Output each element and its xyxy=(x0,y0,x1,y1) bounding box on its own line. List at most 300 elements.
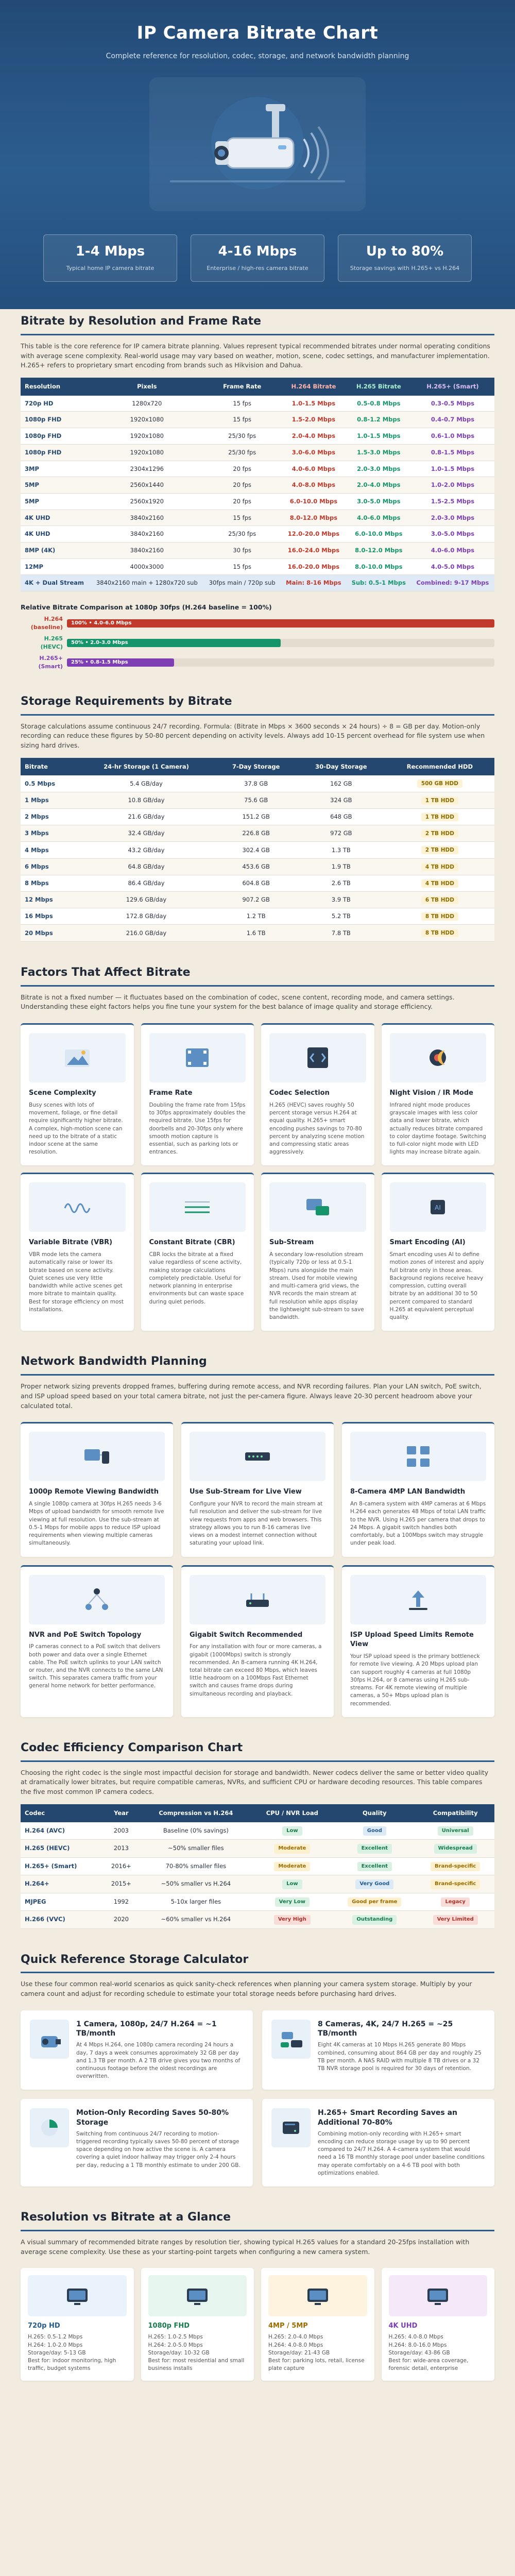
column-header: 30-Day Storage xyxy=(297,758,385,776)
card-text: A single 1080p camera at 30fps H.265 needs 3-6 Mbps of upload bandwidth for smooth remote live viewing at full resolution. Use the sub-stream at 0.5-1 Mbps for mobile apps to reduce ISP upload requirements when viewing multiple cameras simultaneously. xyxy=(29,1501,164,1547)
router-icon xyxy=(190,1575,325,1624)
table-cell: 15 fps xyxy=(203,558,281,575)
column-header: 24-hr Storage (1 Camera) xyxy=(77,758,215,776)
section-description: Bitrate is not a fixed number — it fluctuates based on the combination of codec, scene content, recording mode, and camera settings. Understanding these eight factors helps you fine tune your system for the best balance of image quality and storage efficiency. xyxy=(21,993,455,1011)
table-cell: 20 fps xyxy=(203,461,281,477)
comparison-row xyxy=(21,635,494,651)
bitrate-section xyxy=(0,313,515,671)
table-cell: 2.0-4.0 Mbps xyxy=(347,477,411,494)
table-cell: 12MP xyxy=(21,558,90,575)
info-card xyxy=(382,1173,495,1331)
codec-name: H.264 (AVC) xyxy=(21,1822,102,1840)
section-description: Proper network sizing prevents dropped frames, buffering during remote access, and NVR recording failures. Plan your LAN switch, PoE switch, and ISP upload speed based on your total camera bitrate, not just the per-camera figure. Always leave 20-30 percent headroom above your calculated total. xyxy=(21,1382,482,1410)
section-title: Network Bandwidth Planning xyxy=(21,1353,494,1376)
table-cell: 4K UHD xyxy=(21,510,90,526)
glance-grid xyxy=(21,2268,494,2381)
table-cell: 4K + Dual Stream xyxy=(21,575,90,591)
table-cell: 1080p FHD xyxy=(21,428,90,445)
table-cell: 16.0-24.0 Mbps xyxy=(281,542,347,558)
table-cell: 21.6 GB/day xyxy=(77,808,215,825)
card-title: Night Vision / IR Mode xyxy=(389,1089,473,1097)
card-text: Smart encoding uses AI to define motion zones of interest and apply full bitrate only in those areas. Background regions receive heavy compression, cutting overall bitrate by an additional 30 to 50 percent compared to standard H.265 at equivalent perceptual quality. xyxy=(389,1251,484,1320)
table-cell: 0.5 Mbps xyxy=(21,775,77,792)
section-title: Codec Efficiency Comparison Chart xyxy=(21,1740,494,1762)
status-badge: Excellent xyxy=(357,1862,392,1872)
topology-icon xyxy=(29,1575,165,1624)
storage-table xyxy=(21,758,494,942)
table-cell: 1.3 TB xyxy=(297,842,385,858)
table-cell: 25/30 fps xyxy=(203,444,281,461)
card-title: 8-Camera 4MP LAN Bandwidth xyxy=(350,1488,466,1496)
table-cell: 0.8-1.2 Mbps xyxy=(347,412,411,428)
table-row xyxy=(21,858,494,875)
table-cell xyxy=(251,1822,333,1840)
table-cell xyxy=(385,908,494,925)
table-cell: 20 fps xyxy=(203,477,281,494)
section-description: A visual summary of recommended bitrate ranges by resolution tier, showing typical H.265 values for a standard 20-25fps installation with average scene complexity. Use these as your starting-point targets when configuring a new camera system. xyxy=(21,2238,470,2256)
card-line: H.264: 1.0-2.0 Mbps xyxy=(28,2342,83,2348)
table-cell: 1080p FHD xyxy=(21,444,90,461)
comparison-label: H.265+ (Smart) xyxy=(38,654,63,670)
table-cell: 453.6 GB xyxy=(215,858,297,875)
hdd-badge: 2 TB HDD xyxy=(421,846,458,854)
table-cell: 3.0-6.0 Mbps xyxy=(281,444,347,461)
table-cell xyxy=(416,1875,494,1893)
card-title: H.265+ Smart Recording Saves an Additional 70-80% xyxy=(318,2109,458,2127)
table-cell xyxy=(416,1911,494,1929)
glance-card xyxy=(261,2268,374,2381)
card-line: H.265: 0.5-1.2 Mbps xyxy=(28,2334,83,2341)
card-text: Configure your NVR to record the main stream at full resolution and deliver the sub-stream for live view requests from apps and web browsers. This strategy allows you to run 8-16 cameras live views on a modest internet connection without saturating your upload link. xyxy=(190,1501,323,1547)
table-row xyxy=(21,891,494,908)
table-cell: 6.0-10.0 Mbps xyxy=(281,493,347,510)
table-cell: 5MP xyxy=(21,493,90,510)
table-row xyxy=(21,510,494,526)
status-badge: Low xyxy=(282,1826,302,1836)
info-card xyxy=(261,1173,374,1331)
table-cell xyxy=(251,1840,333,1858)
table-cell: 604.8 GB xyxy=(215,875,297,891)
table-cell xyxy=(333,1840,416,1858)
table-cell xyxy=(385,875,494,891)
status-badge: Moderate xyxy=(274,1844,310,1854)
info-card xyxy=(342,1565,494,1717)
table-cell: 1920x1080 xyxy=(90,412,203,428)
status-badge: Very High xyxy=(274,1915,311,1925)
comparison-bar: 25% • 0.8-1.5 Mbps xyxy=(67,658,174,667)
info-card xyxy=(21,1422,173,1556)
table-row xyxy=(21,775,494,792)
table-row xyxy=(21,477,494,494)
card-line: Best for: most residential and small business installs xyxy=(148,2357,245,2372)
table-cell: 3840x2160 main + 1280x720 sub xyxy=(90,575,203,591)
comparison-track xyxy=(67,619,494,628)
table-cell: 3.9 TB xyxy=(297,891,385,908)
calculator-card xyxy=(21,2010,253,2090)
table-cell xyxy=(385,858,494,875)
calculator-card xyxy=(21,2099,253,2187)
stat-value: Up to 80% xyxy=(366,243,444,259)
motion-icon xyxy=(30,2108,69,2147)
codec-compression: 70-80% smaller files xyxy=(140,1857,251,1875)
table-cell: 1 Mbps xyxy=(21,792,77,808)
table-cell: 1.6 TB xyxy=(215,925,297,941)
codec-compression: ~50% smaller vs H.264 xyxy=(140,1875,251,1893)
table-row xyxy=(21,1822,494,1840)
card-title: NVR and PoE Switch Topology xyxy=(29,1631,142,1639)
table-cell: 162 GB xyxy=(297,775,385,792)
table-row xyxy=(21,428,494,445)
factors-section xyxy=(0,964,515,1331)
wave-icon xyxy=(29,1182,126,1232)
table-cell xyxy=(416,1840,494,1858)
table-cell: 6 Mbps xyxy=(21,858,77,875)
info-card xyxy=(181,1565,334,1717)
codec-year: 1992 xyxy=(102,1893,140,1911)
camera-illustration xyxy=(149,77,366,211)
section-description: This table is the core reference for IP camera bitrate planning. Values represent typical recommended bitrates under normal operating conditions with average scene complexity. Real-world usage may vary based on weather, motion, scene, codec settings, and manufacturer implementation. H.265+ refers to proprietary smart encoding from brands such as Hikvision and Dahua. xyxy=(21,342,490,369)
codec-name: H.266 (VVC) xyxy=(21,1911,102,1929)
info-card xyxy=(382,1023,495,1165)
comparison-row xyxy=(21,615,494,632)
card-title: Codec Selection xyxy=(269,1089,330,1097)
status-badge: Widespread xyxy=(434,1844,477,1854)
stats-row xyxy=(0,234,515,282)
table-cell: 1280x720 xyxy=(90,396,203,412)
table-cell: 1.5-2.5 Mbps xyxy=(411,493,494,510)
table-cell: 302.4 GB xyxy=(215,842,297,858)
table-row xyxy=(21,1857,494,1875)
calculator-card xyxy=(262,2099,494,2187)
table-cell: 6.0-10.0 Mbps xyxy=(347,526,411,543)
bitrate-table xyxy=(21,378,494,591)
table-cell: 15 fps xyxy=(203,396,281,412)
table-row xyxy=(21,542,494,558)
table-cell xyxy=(385,775,494,792)
table-cell: 16.0-20.0 Mbps xyxy=(281,558,347,575)
table-cell: 8.0-10.0 Mbps xyxy=(347,558,411,575)
card-title: Motion-Only Recording Saves 50-80% Storage xyxy=(76,2109,229,2127)
card-line: Storage/day: 21-43 GB xyxy=(268,2349,330,2356)
column-header: Bitrate xyxy=(21,758,77,776)
table-cell: 2 Mbps xyxy=(21,808,77,825)
factors-grid xyxy=(21,1023,494,1331)
card-title: 4MP / 5MP xyxy=(268,2322,308,2330)
table-cell xyxy=(385,808,494,825)
table-cell: 0.5-0.8 Mbps xyxy=(347,396,411,412)
card-text: Doubling the frame rate from 15fps to 30fps approximately doubles the required bitrate. Use 15fps for doorbells and 20-30fps only where smooth motion capture is essential, such as parking lots or entrances. xyxy=(149,1101,246,1156)
table-cell: 8MP (4K) xyxy=(21,542,90,558)
hdd-badge: 6 TB HDD xyxy=(421,896,458,904)
table-row xyxy=(21,925,494,941)
table-row xyxy=(21,493,494,510)
codec-name: MJPEG xyxy=(21,1893,102,1911)
table-row xyxy=(21,1911,494,1929)
table-row xyxy=(21,1893,494,1911)
table-cell: 37.8 GB xyxy=(215,775,297,792)
status-badge: Brand-specific xyxy=(431,1862,480,1872)
table-cell: 5.2 TB xyxy=(297,908,385,925)
table-cell: 20 Mbps xyxy=(21,925,77,941)
card-title: 1080p FHD xyxy=(148,2322,190,2330)
card-line: H.264: 8.0-16.0 Mbps xyxy=(388,2342,447,2348)
table-cell: 10.8 GB/day xyxy=(77,792,215,808)
info-card xyxy=(261,1023,374,1165)
card-title: Smart Encoding (AI) xyxy=(389,1239,466,1247)
table-cell: 43.2 GB/day xyxy=(77,842,215,858)
table-cell: 3.0-5.0 Mbps xyxy=(411,526,494,543)
network-switch-icon xyxy=(190,1432,325,1481)
card-title: Gigabit Switch Recommended xyxy=(190,1631,303,1639)
table-cell xyxy=(385,925,494,941)
status-badge: Low xyxy=(282,1879,302,1889)
table-cell: 15 fps xyxy=(203,510,281,526)
card-title: 4K UHD xyxy=(388,2322,418,2330)
table-cell: 3840x2160 xyxy=(90,526,203,543)
table-cell xyxy=(385,792,494,808)
table-row xyxy=(21,875,494,891)
table-cell xyxy=(416,1822,494,1840)
table-cell: 1.5-2.0 Mbps xyxy=(281,412,347,428)
codec-year: 2015+ xyxy=(102,1875,140,1893)
table-cell: 907.2 GB xyxy=(215,891,297,908)
info-card xyxy=(21,1173,134,1331)
comparison-label: H.264 (baseline) xyxy=(30,616,63,631)
storage-section xyxy=(0,693,515,942)
info-card xyxy=(21,1023,134,1165)
card-title: Variable Bitrate (VBR) xyxy=(29,1239,113,1247)
table-cell: 216.0 GB/day xyxy=(77,925,215,941)
table-row xyxy=(21,792,494,808)
table-cell: 172.8 GB/day xyxy=(77,908,215,925)
card-text: For any installation with four or more cameras, a gigabit (1000Mbps) switch is strongly recommended. An 8-camera running 4K H.264, total bitrate can exceed 80 Mbps, which leaves little headroom on a 100Mbps Fast Ethernet switch and causes frame drops during simultaneous recording and playback. xyxy=(190,1643,322,1697)
card-title: ISP Upload Speed Limits Remote View xyxy=(350,1631,474,1649)
table-cell: 8 Mbps xyxy=(21,875,77,891)
column-header: Frame Rate xyxy=(203,378,281,396)
table-cell: Combined: 9-17 Mbps xyxy=(411,575,494,591)
table-cell: Sub: 0.5-1 Mbps xyxy=(347,575,411,591)
comparison-row xyxy=(21,654,494,671)
card-text: A secondary low-resolution stream (typically 720p or less at 0.5-1 Mbps) runs alongside the main stream. Used for mobile viewing and multi-camera grid views, the NVR records the main stream at full resolution while apps display the lightweight sub-stream to save bandwidth. xyxy=(269,1251,364,1320)
table-cell xyxy=(251,1857,333,1875)
table-cell: 8.0-12.0 Mbps xyxy=(281,510,347,526)
table-row xyxy=(21,461,494,477)
table-cell: 25/30 fps xyxy=(203,526,281,543)
hdd-badge: 4 TB HDD xyxy=(421,863,458,871)
table-cell xyxy=(385,825,494,842)
table-cell: 20 fps xyxy=(203,493,281,510)
info-card xyxy=(181,1422,334,1556)
card-line: Best for: indoor monitoring, high traffic, budget systems xyxy=(28,2357,116,2372)
stat-label: Storage savings with H.265+ vs H.264 xyxy=(350,265,460,272)
table-cell: 30 fps xyxy=(203,542,281,558)
column-header: Compression vs H.264 xyxy=(140,1804,251,1822)
card-line: Best for: wide-area coverage, forensic detail, enterprise xyxy=(388,2357,469,2372)
table-row xyxy=(21,908,494,925)
codec-year: 2020 xyxy=(102,1911,140,1929)
card-line: Storage/day: 10-32 GB xyxy=(148,2349,210,2356)
table-cell: 1.2 TB xyxy=(215,908,297,925)
constant-line-icon xyxy=(149,1182,246,1232)
table-cell: 324 GB xyxy=(297,792,385,808)
card-text: Switching from continuous 24/7 recording to motion-triggered recording typically saves 50-80 percent of storage space depending on how active the scene is. A camera covering a quiet indoor hallway may trigger only 2-4 hours per day, reducing a 1 TB monthly estimate to under 200 GB. xyxy=(76,2130,241,2168)
table-cell: 648 GB xyxy=(297,808,385,825)
table-cell: 5.4 GB/day xyxy=(77,775,215,792)
stat-card xyxy=(338,234,472,282)
calculator-grid xyxy=(21,2010,494,2187)
card-title: 720p HD xyxy=(28,2322,60,2330)
table-cell: 86.4 GB/day xyxy=(77,875,215,891)
column-header: Year xyxy=(102,1804,140,1822)
table-cell: 3840x2160 xyxy=(90,510,203,526)
table-cell xyxy=(416,1857,494,1875)
scene-icon xyxy=(29,1033,126,1082)
table-cell: 75.6 GB xyxy=(215,792,297,808)
card-line: H.264: 4.0-8.0 Mbps xyxy=(268,2342,323,2348)
table-cell: 129.6 GB/day xyxy=(77,891,215,908)
table-cell: 1.0-2.0 Mbps xyxy=(411,477,494,494)
card-line: Best for: parking lots, retail, license plate capture xyxy=(268,2357,365,2372)
table-row xyxy=(21,575,494,591)
calculator-card xyxy=(262,2010,494,2090)
column-header: Resolution xyxy=(21,378,90,396)
card-line: Storage/day: 43-86 GB xyxy=(388,2349,450,2356)
table-cell: 30fps main / 720p sub xyxy=(203,575,281,591)
table-cell xyxy=(385,891,494,908)
column-header: 7-Day Storage xyxy=(215,758,297,776)
card-text: VBR mode lets the camera automatically raise or lower its bitrate based on scene activity. Quiet scenes use very little bandwidth while active scenes get more bitrate to maintain quality. Best for storage efficiency on most installations. xyxy=(29,1251,124,1313)
glance-card xyxy=(21,2268,134,2381)
table-cell xyxy=(416,1893,494,1911)
status-badge: Outstanding xyxy=(352,1915,397,1925)
table-cell: 4.0-6.0 Mbps xyxy=(281,461,347,477)
table-cell: 2560x1920 xyxy=(90,493,203,510)
table-cell: Main: 8-16 Mbps xyxy=(281,575,347,591)
column-header: Quality xyxy=(333,1804,416,1822)
calculator-body xyxy=(76,2020,244,2080)
codec-name: H.265 (HEVC) xyxy=(21,1840,102,1858)
codec-compression: ~50% smaller files xyxy=(140,1840,251,1858)
table-row xyxy=(21,412,494,428)
table-cell: 15 fps xyxy=(203,412,281,428)
table-cell: 7.8 TB xyxy=(297,925,385,941)
table-cell: 4.0-5.0 Mbps xyxy=(411,558,494,575)
card-line: H.265: 1.0-2.5 Mbps xyxy=(148,2334,203,2341)
calculator-section xyxy=(0,1952,515,2187)
card-text: H.265 (HEVC) saves roughly 50 percent storage versus H.264 at equal quality. H.265+ smart encoding pushes savings to 70-80 percent by analyzing scene motion and compressing static areas aggressively. xyxy=(269,1101,365,1156)
table-cell: 1080p FHD xyxy=(21,412,90,428)
info-card xyxy=(141,1173,254,1331)
codec-section xyxy=(0,1740,515,1929)
card-line: H.265: 4.0-8.0 Mbps xyxy=(388,2334,443,2341)
camera-group-icon xyxy=(271,2020,311,2059)
comparison-bar: 100% • 4.0-6.0 Mbps xyxy=(67,619,494,628)
status-badge: Brand-specific xyxy=(431,1879,480,1889)
table-cell: 1.5-3.0 Mbps xyxy=(347,444,411,461)
mp-icon xyxy=(268,2275,367,2316)
table-cell xyxy=(333,1875,416,1893)
card-title: Constant Bitrate (CBR) xyxy=(149,1239,235,1247)
table-cell: 4 Mbps xyxy=(21,842,77,858)
table-cell: 0.4-0.7 Mbps xyxy=(411,412,494,428)
hero xyxy=(0,0,515,309)
card-line: H.264: 2.0-5.0 Mbps xyxy=(148,2342,203,2348)
status-badge: Good per frame xyxy=(348,1897,401,1907)
status-badge: Good xyxy=(363,1826,386,1836)
codec-year: 2003 xyxy=(102,1822,140,1840)
card-text: Infrared night mode produces grayscale images with less color data and lower bitrate, which actually reduces bitrate compared to color daytime footage. Switching to full-color night mode with LED lights may increase bitrate again. xyxy=(389,1101,486,1156)
table-cell xyxy=(333,1822,416,1840)
hdd-badge: 2 TB HDD xyxy=(421,829,458,838)
card-text: At 4 Mbps H.264, one 1080p camera recording 24 hours a day, 7 days a week consumes approximately 32 GB per day and 1.3 TB per month. A 2 TB drive gives you two months of continuous footage before the oldest recordings are overwritten. xyxy=(76,2042,241,2080)
table-row xyxy=(21,1875,494,1893)
info-card xyxy=(21,1565,173,1717)
table-row xyxy=(21,444,494,461)
table-cell: 4000x3000 xyxy=(90,558,203,575)
table-row xyxy=(21,825,494,842)
column-header: Recommended HDD xyxy=(385,758,494,776)
column-header: H.265 Bitrate xyxy=(347,378,411,396)
hdd-badge: 8 TB HDD xyxy=(421,929,458,937)
comparison-title: Relative Bitrate Comparison at 1080p 30fps (H.264 baseline = 100%) xyxy=(21,603,272,611)
stat-label: Typical home IP camera bitrate xyxy=(66,265,154,272)
card-text: Your ISP upload speed is the primary bottleneck for remote live viewing. A 20 Mbps upload plan can support roughly 4 cameras at full 1080p 30fps H.264, or 8 cameras using H.265 sub-streams. For 4K remote viewing of multiple cameras, a 50+ Mbps upload plan is recommended. xyxy=(350,1653,480,1707)
status-badge: Excellent xyxy=(357,1844,392,1854)
table-cell: 0.3-0.5 Mbps xyxy=(411,396,494,412)
card-title: 1 Camera, 1080p, 24/7 H.264 = ~1 TB/month xyxy=(76,2020,217,2038)
codec-name: H.265+ (Smart) xyxy=(21,1857,102,1875)
camera-grid-icon xyxy=(350,1432,486,1481)
card-title: 8 Cameras, 4K, 24/7 H.265 = ~25 TB/month xyxy=(318,2020,453,2038)
table-cell: 16 Mbps xyxy=(21,908,77,925)
codec-icon xyxy=(269,1033,366,1082)
table-cell: 1920x1080 xyxy=(90,428,203,445)
table-cell: 64.8 GB/day xyxy=(77,858,215,875)
section-title: Bitrate by Resolution and Frame Rate xyxy=(21,313,494,335)
section-title: Factors That Affect Bitrate xyxy=(21,964,494,987)
table-cell: 4.0-6.0 Mbps xyxy=(411,542,494,558)
upload-icon xyxy=(350,1575,486,1624)
codec-compression: ~60% smaller vs H.264 xyxy=(140,1911,251,1929)
card-text: Eight 4K cameras at 10 Mbps H.265 generate 80 Mbps combined, consuming about 864 GB per day and roughly 25 TB per month. A NAS RAID with multiple 8 TB drives or a 32 TB NVR storage pool is required for 30 days of retention. xyxy=(318,2042,482,2072)
status-badge: Very Low xyxy=(275,1897,310,1907)
table-cell: 3 Mbps xyxy=(21,825,77,842)
table-cell: 1920x1080 xyxy=(90,444,203,461)
dual-stream-icon xyxy=(269,1182,366,1232)
table-cell: 12 Mbps xyxy=(21,891,77,908)
table-cell: 32.4 GB/day xyxy=(77,825,215,842)
table-cell: 4K UHD xyxy=(21,526,90,543)
table-cell: 151.2 GB xyxy=(215,808,297,825)
comparison-bar: 50% • 2.0-3.0 Mbps xyxy=(67,639,281,647)
column-header: H.265+ (Smart) xyxy=(411,378,494,396)
table-cell xyxy=(251,1893,333,1911)
night-vision-icon xyxy=(390,1033,487,1082)
hdd-badge: 1 TB HDD xyxy=(421,813,458,821)
info-card xyxy=(342,1422,494,1556)
card-title: Scene Complexity xyxy=(29,1089,96,1097)
table-row xyxy=(21,558,494,575)
codec-compression: 5-10x larger files xyxy=(140,1893,251,1911)
table-cell: 4.0-6.0 Mbps xyxy=(347,510,411,526)
svg-text:AI: AI xyxy=(435,1204,441,1212)
section-description: Use these four common real-world scenarios as quick sanity-check references when planning your camera system storage. Multiply by your camera count and adjust for recording schedule to estimate your total storage needs before purchasing hard drives. xyxy=(21,1980,472,1998)
table-cell xyxy=(251,1911,333,1929)
table-cell: 2304x1296 xyxy=(90,461,203,477)
column-header: CPU / NVR Load xyxy=(251,1804,333,1822)
card-title: Sub-Stream xyxy=(269,1239,314,1247)
card-text: CBR locks the bitrate at a fixed value regardless of scene activity, making storage calculations completely predictable. Useful for network planning in enterprise environments but can waste space during quiet periods. xyxy=(149,1251,244,1305)
